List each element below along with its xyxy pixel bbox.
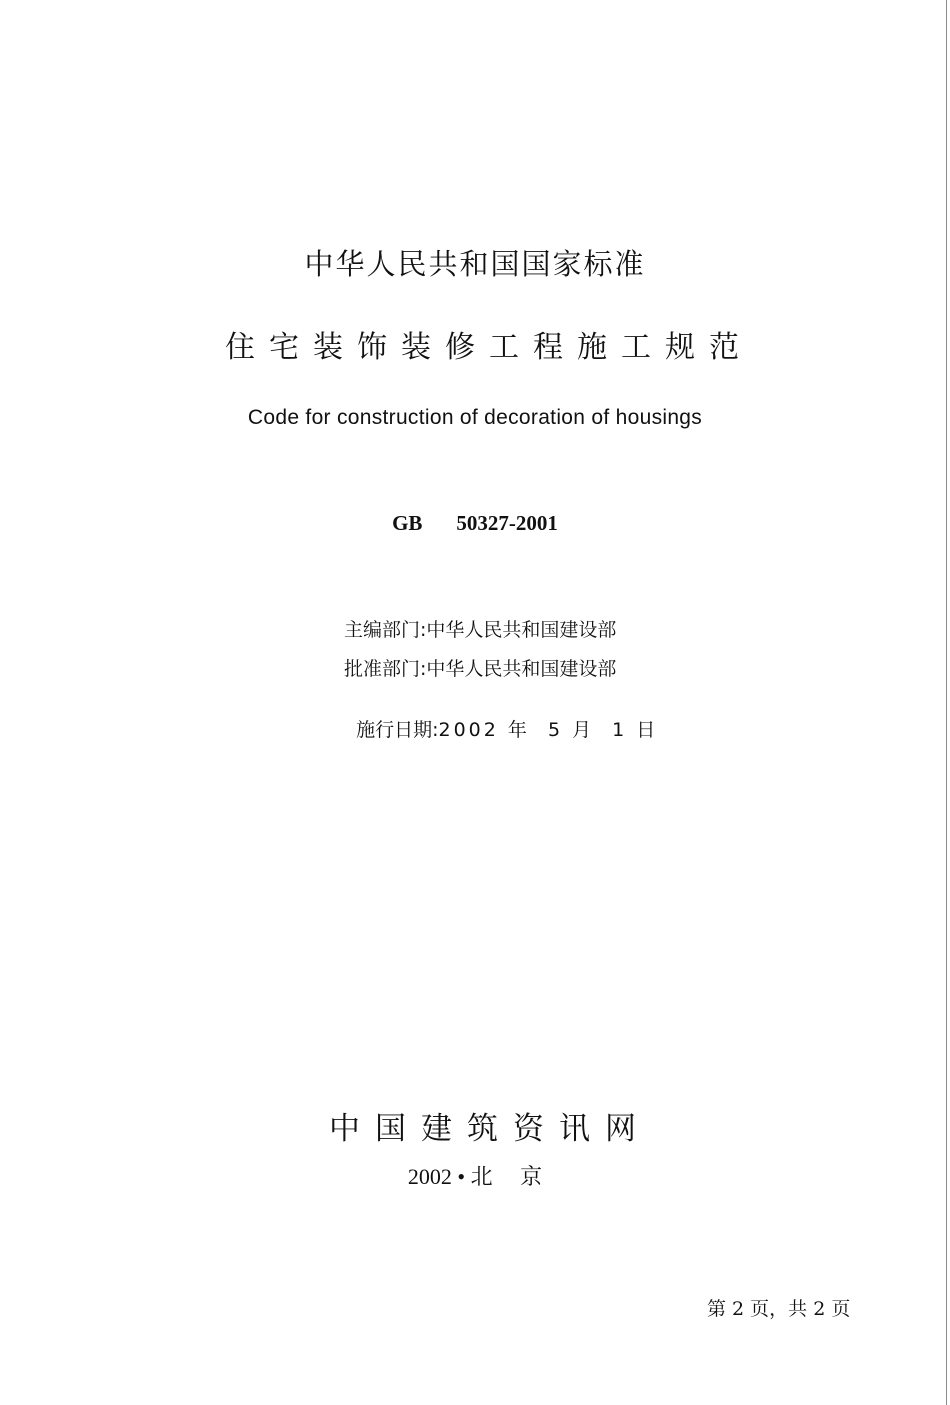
- document-title-en: Code for construction of decoration of housings: [247, 406, 703, 429]
- meta-editor: [344, 615, 616, 642]
- standard-number: [0, 511, 950, 536]
- page-edge-rule: [946, 0, 947, 1405]
- standard-series: 中华人民共和国国家标准: [304, 247, 646, 281]
- meta-approver-label: 批准部门:: [344, 658, 427, 680]
- page-footer: 第 2 页，共 2 页: [707, 1298, 851, 1320]
- document-title-cn: 住宅装饰装修工程施工规范: [225, 330, 753, 365]
- standard-number-value: 50327-2001: [456, 511, 558, 535]
- meta-approver-value: 中华人民共和国建设部: [426, 658, 617, 680]
- meta-approver: [344, 654, 616, 681]
- meta-date-label: 施行日期:: [356, 719, 439, 741]
- meta-date-value: 2002 年 5 月 1 日: [438, 719, 659, 741]
- meta-date: [344, 693, 658, 742]
- meta-editor-value: 中华人民共和国建设部: [426, 619, 617, 641]
- standard-code: GB: [392, 511, 423, 535]
- meta-editor-label: 主编部门:: [344, 619, 427, 641]
- publisher: 中国建筑资讯网: [329, 1111, 651, 1147]
- publish-place-year: 2002 • 北 京: [407, 1164, 543, 1189]
